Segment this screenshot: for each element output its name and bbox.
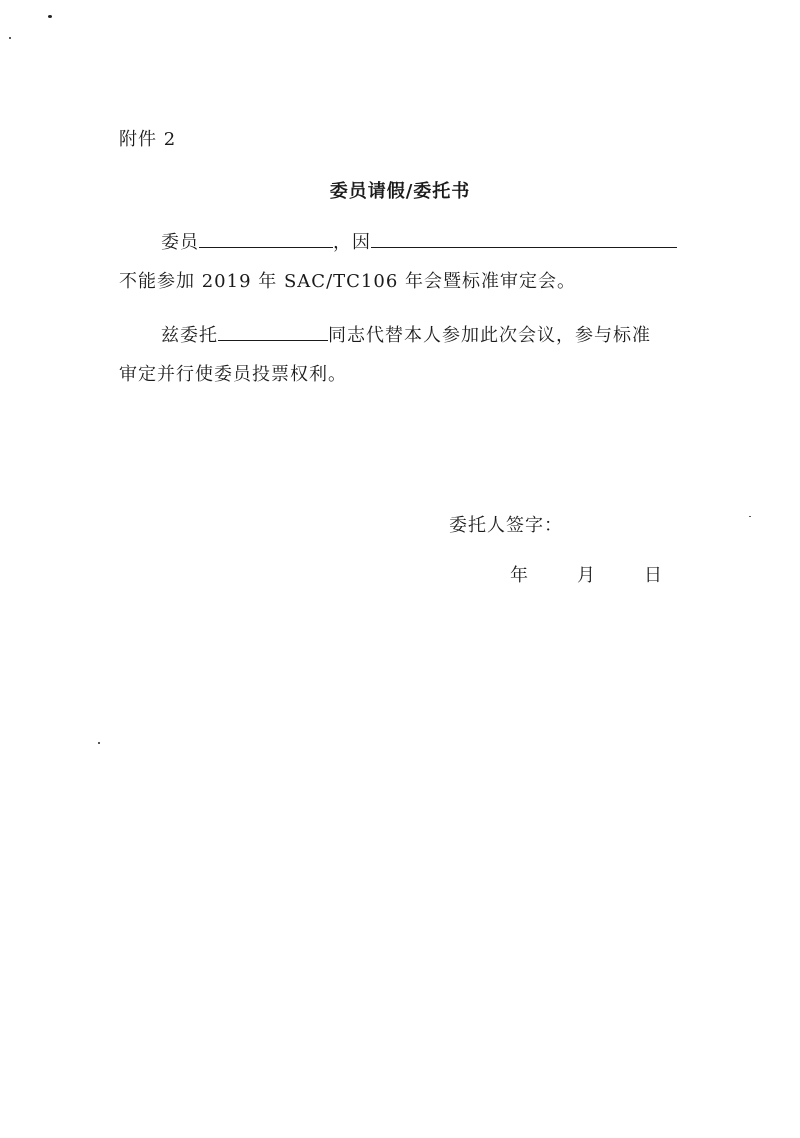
date-line (510, 564, 663, 588)
year-label: 年 (510, 565, 529, 586)
day-label: 日 (644, 565, 663, 586)
reason-label: ，因 (333, 232, 371, 253)
attachment-label: 附件 2 (119, 129, 177, 150)
paragraph-1-line-2: 不能参加 2019 年 SAC/TC106 年会暨标准审定会。 (119, 271, 576, 292)
delegate-name-blank[interactable] (218, 322, 328, 341)
entrust-label: 兹委托 (161, 325, 218, 346)
scan-speck (48, 15, 52, 18)
paragraph-1-line-1 (161, 229, 677, 255)
month-label: 月 (577, 565, 596, 586)
scan-speck (9, 37, 11, 39)
reason-blank[interactable] (371, 229, 677, 248)
delegate-text: 同志代替本人参加此次会议，参与标准 (328, 325, 651, 346)
scan-speck (749, 516, 751, 517)
member-label: 委员 (161, 232, 199, 253)
member-name-blank[interactable] (199, 229, 333, 248)
signature-label: 委托人签字： (449, 515, 563, 536)
paragraph-2-line-1 (161, 322, 651, 348)
paragraph-2-line-2: 审定并行使委员投票权利。 (119, 364, 347, 385)
document-title: 委员请假/委托书 (329, 181, 471, 202)
scan-speck (98, 742, 100, 744)
